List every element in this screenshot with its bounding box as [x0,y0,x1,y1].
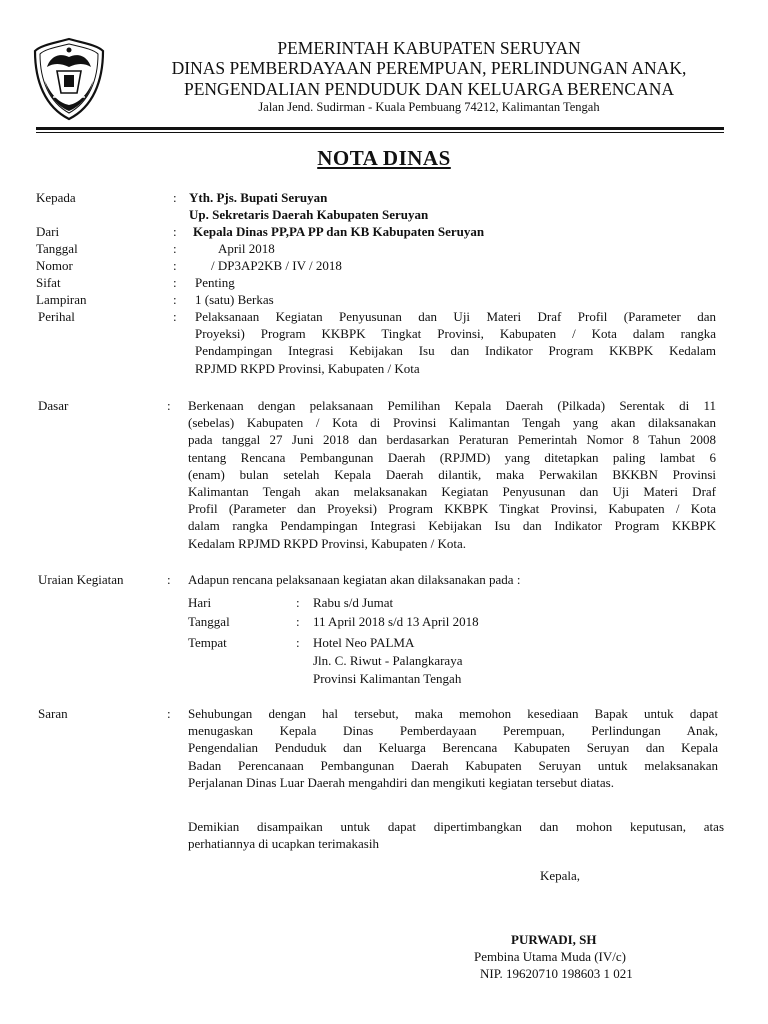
document-title: NOTA DINAS [317,146,451,170]
tempat-line: Provinsi Kalimantan Tengah [313,671,462,686]
kepada-value-1: Yth. Pjs. Bupati Seruyan [189,190,328,205]
saran-line: Badan Perencanaan Pembangunan Daerah Kabupaten Seruyan untuk melaksanakan [188,757,718,773]
closing-line: perhatiannya di ucapkan terimakasih [188,836,379,852]
saran-line: Perjalanan Dinas Luar Daerah mengahdiri dan mengikuti kegiatan tersebut diatas. [188,774,614,790]
colon: : [296,595,300,610]
saran-label: Saran [38,706,68,721]
perihal-text [195,308,716,377]
uraian-tanggal-value: 11 April 2018 s/d 13 April 2018 [313,614,479,629]
saran-text [188,705,718,791]
dasar-line: dalam rangka Pendampingan Integrasi Kebijakan Isu dan Indikator Program KKBPK [188,518,716,534]
colon: : [167,572,171,587]
dari-label: Dari [36,224,60,239]
hari-value: Rabu s/d Jumat [313,595,394,610]
kepada-value-2: Up. Sekretaris Daerah Kabupaten Seruyan [189,207,429,222]
colon: : [296,614,300,629]
saran-line: Pengendalian Penduduk dan Keluarga Berencana Kabupaten Seruyan dan Kepala [188,740,718,756]
perihal-line: Proyeksi) Program KKBPK Tingkat Provinsi, Kabupaten / Kota dalam rangka [195,326,716,342]
tanggal-value: April 2018 [218,241,275,256]
colon: : [173,258,177,273]
signature-name: PURWADI, SH [511,932,597,947]
uraian-tanggal-label: Tanggal [188,614,230,629]
perihal-line: Pendampingan Integrasi Kebijakan Isu dan Indikator Program KKBPK Kedalam [195,343,716,359]
uraian-intro: Adapun rencana pelaksanaan kegiatan akan dilaksanakan pada : [188,572,521,587]
dasar-line: Profil (Parameter dan Proyeksi) Program KKBPK Tingkat Provinsi, Kabupaten / Kota [188,501,716,517]
dasar-text [188,397,716,552]
header-address: Jalan Jend. Sudirman - Kuala Pembuang 74212, Kalimantan Tengah [258,100,600,114]
colon: : [173,241,177,256]
nomor-label: Nomor [36,258,73,273]
header-government: PEMERINTAH KABUPATEN SERUYAN [277,38,581,58]
colon: : [296,635,300,650]
kepada-label: Kepada [36,190,76,205]
dasar-label: Dasar [38,398,69,413]
colon: : [167,706,171,721]
tanggal-label: Tanggal [36,241,78,256]
colon: : [173,309,177,324]
colon: : [173,224,177,239]
signature-position: Kepala, [540,868,581,883]
header-agency-line2: PENGENDALIAN PENDUDUK DAN KELUARGA BERENCANA [184,79,674,99]
tempat-line: Jln. C. Riwut - Palangkaraya [313,653,463,668]
colon: : [173,275,177,290]
signature-nip: NIP. 19620710 198603 1 021 [480,966,633,981]
header-agency-line1: DINAS PEMBERDAYAAN PEREMPUAN, PERLINDUNGAN ANAK, [171,58,687,78]
dasar-line: Kalimantan Tengah akan melaksanakan Kegiatan Penyusunan dan Uji Materi Draf [188,484,716,500]
colon: : [173,190,177,205]
perihal-line: Pelaksanaan Kegiatan Penyusunan dan Uji Materi Draf Profil (Parameter dan [195,309,716,324]
nomor-value: / DP3AP2KB / IV / 2018 [211,258,342,273]
saran-line: menugaskan Kepala Dinas Pemberdayaan Perempuan, Perlindungan Anak, [188,723,718,739]
tempat-label: Tempat [188,635,227,650]
closing-line: Demikian disampaikan untuk dapat dipertimbangkan dan mohon keputusan, atas [188,819,724,834]
lampiran-value: 1 (satu) Berkas [195,292,274,307]
dasar-line: (enam) bulan setelah Kepala Daerah dilantik, maka Perwakilan BKKBN Provinsi [188,466,716,482]
header-rule-thin [36,132,724,133]
lampiran-label: Lampiran [36,292,87,307]
dari-value: Kepala Dinas PP,PA PP dan KB Kabupaten Seruyan [193,224,485,239]
dasar-line: tentang Rencana Pembangunan Daerah (RPJMD) yang ditetapkan paling lambat 6 [188,449,716,465]
closing-text [188,818,724,852]
perihal-line: RPJMD RKPD Provinsi, Kabupaten / Kota [195,360,420,376]
signature-rank: Pembina Utama Muda (IV/c) [474,949,626,964]
dasar-line: Kedalam RPJMD RKPD Provinsi, Kabupaten / Kota. [188,535,467,551]
header-rule-thick [36,127,724,130]
dasar-line: (sebelas) Kabupaten / Kota di Provinsi Kalimantan Tengah yang akan dilaksanakan [188,415,716,431]
dasar-line: Berkenaan dengan pelaksanaan Pemilihan Kepala Daerah (Pilkada) Serentak di 11 [188,398,716,413]
tempat-line: Hotel Neo PALMA [313,635,415,650]
uraian-label: Uraian Kegiatan [38,572,124,587]
hari-label: Hari [188,595,212,610]
colon: : [173,292,177,307]
sifat-value: Penting [195,275,235,290]
saran-line: Sehubungan dengan hal tersebut, maka memohon kesediaan Bapak untuk dapat [188,706,718,721]
colon: : [167,398,171,413]
perihal-label: Perihal [38,309,75,324]
sifat-label: Sifat [36,275,61,290]
dasar-line: pada tanggal 27 Juni 2018 dan berdasarkan Peraturan Pemerintah Nomor 8 Tahun 2008 [188,432,716,448]
